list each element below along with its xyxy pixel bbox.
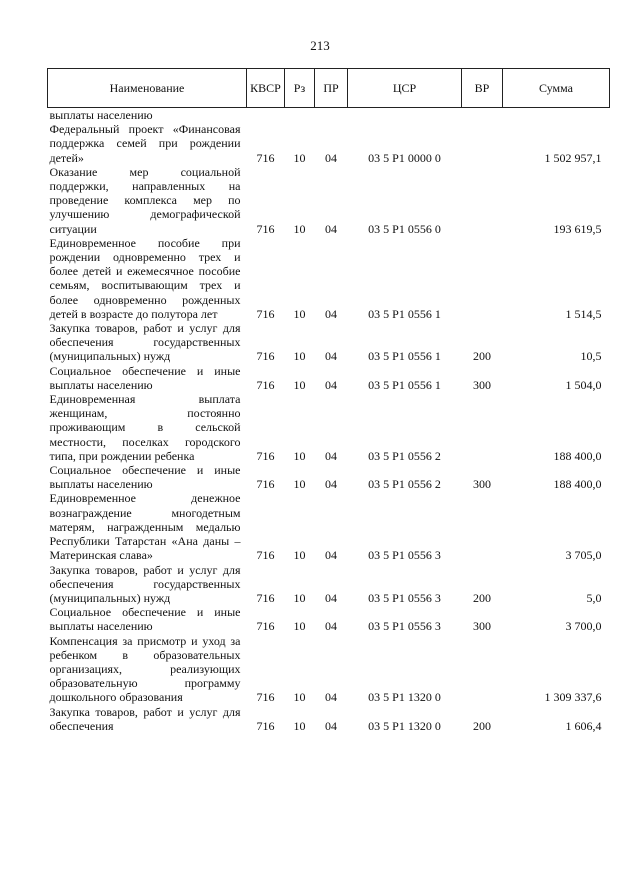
cell-name: Закупка товаров, работ и услуг для обеспечения государственных (муниципальных) нужд [49,321,241,364]
cell-sum [503,108,610,123]
cell-name: Единовременное пособие при рождении одновременно трех и более детей и ежемесячное пособие семьям, воспитывающим трех и более одновременно рожденных детей в возрасте до полутора лет [49,235,241,321]
cell-sum: 1 606,4 [565,718,602,733]
cell-kvsr: 716 [256,718,275,733]
cell-name: Федеральный проект «Финансовая поддержка семей при рождении детей» [49,122,241,165]
cell-rz: 10 [293,377,306,392]
cell-csr: 03 5 Р1 0556 3 [368,548,441,563]
header-vr: ВР [462,69,503,108]
cell-rz: 10 [293,349,306,364]
header-name: Наименование [48,69,247,108]
cell-vr [462,108,503,123]
cell-sum: 188 400,0 [553,477,602,492]
cell-rz: 10 [293,448,306,463]
cell-vr: 300 [473,619,491,634]
header-pr: ПР [315,69,348,108]
cell-kvsr [247,108,285,123]
cell-pr: 04 [325,477,337,492]
cell-pr: 04 [325,548,337,563]
cell-sum: 188 400,0 [553,448,602,463]
cell-rz: 10 [293,619,306,634]
header-sum: Сумма [503,69,610,108]
cell-kvsr: 716 [256,619,275,634]
table-row [48,491,610,562]
cell-pr: 04 [325,590,337,605]
cell-kvsr: 716 [256,150,275,165]
cell-vr: 300 [473,377,491,392]
table-row [48,605,610,633]
cell-sum: 1 502 957,1 [544,150,602,165]
table-row [48,463,610,491]
cell-sum: 3 700,0 [565,619,602,634]
cell-vr [462,491,503,562]
cell-name: Оказание мер социальной поддержки, направленных на проведение комплекса мер по улучшению демографической ситуации [49,164,241,236]
cell-pr: 04 [325,718,337,733]
cell-vr: 200 [473,349,491,364]
cell-csr: 03 5 Р1 0556 1 [368,377,441,392]
cell-rz: 10 [293,718,306,733]
cell-vr [462,634,503,705]
cell-kvsr: 716 [256,690,275,705]
cell-csr [348,108,462,123]
cell-csr: 03 5 Р1 1320 0 [368,690,441,705]
table-row [48,392,610,463]
cell-pr: 04 [325,690,337,705]
cell-csr: 03 5 Р1 0556 1 [368,306,441,321]
cell-name: Социальное обеспечение и иные выплаты населению [49,363,241,392]
table-row [48,705,610,733]
cell-csr: 03 5 Р1 1320 0 [368,718,441,733]
header-rz: Рз [285,69,315,108]
cell-pr: 04 [325,349,337,364]
cell-csr: 03 5 Р1 0556 1 [368,349,441,364]
cell-rz: 10 [293,477,306,492]
table-row [48,236,610,321]
table-row [48,364,610,392]
cell-pr: 04 [325,221,337,236]
cell-rz: 10 [293,306,306,321]
cell-csr: 03 5 Р1 0556 2 [368,448,441,463]
cell-sum: 1 504,0 [565,377,602,392]
cell-pr: 04 [325,150,337,165]
cell-name: Единовременная выплата женщинам, постоянно проживающим в сельской местности, поселках городского типа, при рождении ребенка [49,392,241,463]
cell-rz: 10 [293,690,306,705]
table-row [48,108,610,123]
cell-vr [462,236,503,321]
cell-pr: 04 [325,306,337,321]
cell-name: Социальное обеспечение и иные выплаты населению [49,463,241,492]
cell-csr: 03 5 Р1 0556 3 [368,619,441,634]
table-row [48,634,610,705]
cell-csr: 03 5 Р1 0556 3 [368,590,441,605]
cell-pr [315,108,348,123]
table-row [48,321,610,364]
cell-name: Единовременное денежное вознаграждение многодетным матерям, награжденным медалью Республики Татарстан «Ана даны – Материнская слава» [49,491,241,563]
cell-rz: 10 [293,150,306,165]
table-row [48,563,610,606]
cell-vr: 200 [473,718,491,733]
cell-vr: 300 [473,477,491,492]
table-row [48,122,610,165]
cell-kvsr: 716 [256,349,275,364]
table-header-row [48,69,610,108]
cell-vr [462,165,503,236]
cell-sum: 193 619,5 [553,221,602,236]
cell-csr: 03 5 Р1 0000 0 [368,150,441,165]
cell-kvsr: 716 [256,306,275,321]
cell-name: Закупка товаров, работ и услуг для обеспечения [49,704,241,733]
cell-kvsr: 716 [256,477,275,492]
table-body [48,108,610,733]
cell-sum: 5,0 [586,590,602,605]
cell-vr [462,392,503,463]
cell-sum: 1 309 337,6 [544,690,602,705]
cell-sum: 3 705,0 [565,548,602,563]
cell-pr: 04 [325,377,337,392]
cell-kvsr: 716 [256,590,275,605]
cell-vr: 200 [473,590,491,605]
cell-pr: 04 [325,619,337,634]
cell-rz: 10 [293,590,306,605]
cell-kvsr: 716 [256,548,275,563]
cell-csr: 03 5 Р1 0556 2 [368,477,441,492]
cell-pr: 04 [325,448,337,463]
cell-name: выплаты населению [49,108,153,122]
cell-kvsr: 716 [256,448,275,463]
cell-kvsr: 716 [256,221,275,236]
cell-kvsr: 716 [256,377,275,392]
cell-csr: 03 5 Р1 0556 0 [368,221,441,236]
cell-sum: 1 514,5 [565,306,602,321]
cell-name: Компенсация за присмотр и уход за ребенком в образовательных организациях, реализующих образовательную программу дошкольного образования [49,633,241,705]
header-csr: ЦСР [348,69,462,108]
page-number: 213 [310,38,330,53]
cell-name: Социальное обеспечение и иные выплаты населению [49,605,241,634]
budget-table [47,68,610,733]
cell-name: Закупка товаров, работ и услуг для обеспечения государственных (муниципальных) нужд [49,562,241,605]
cell-vr [462,122,503,165]
cell-rz: 10 [293,221,306,236]
cell-rz [285,108,315,123]
table-row [48,165,610,236]
header-kvsr: КВСР [247,69,285,108]
cell-rz: 10 [293,548,306,563]
cell-sum: 10,5 [580,349,602,364]
